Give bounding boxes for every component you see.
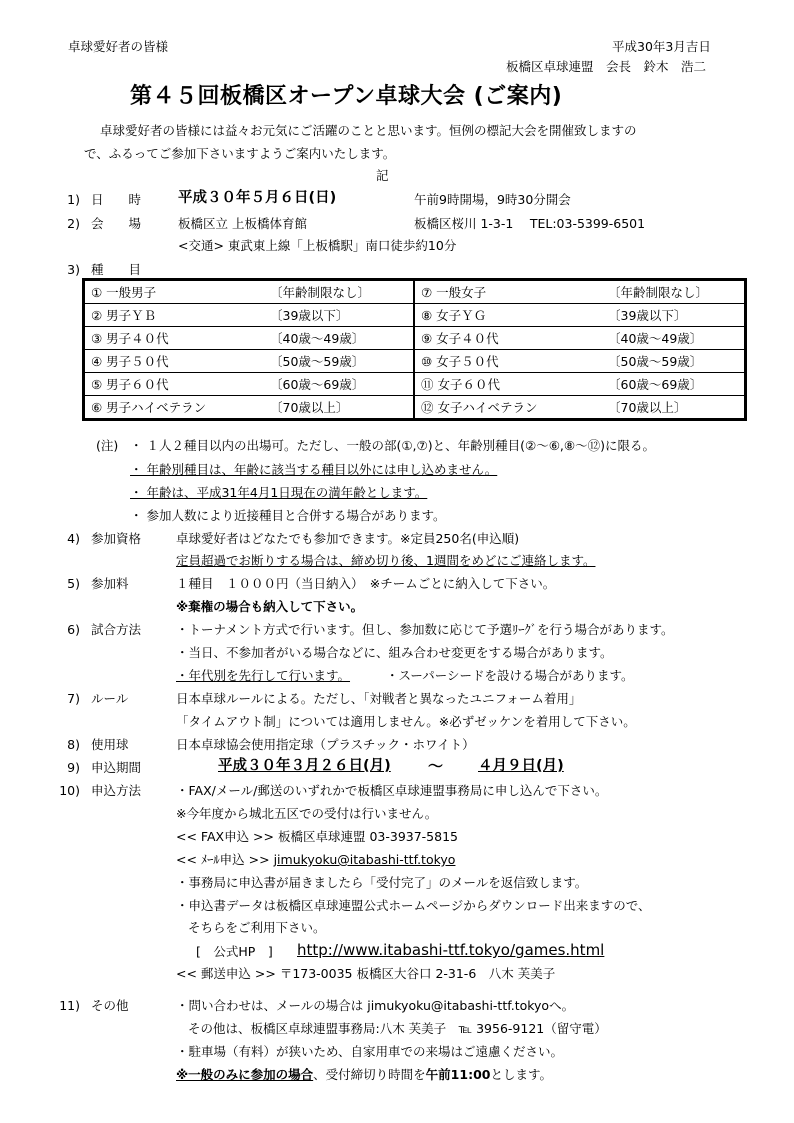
event-men-name: ① 一般男子 <box>85 281 265 304</box>
issue-date: 平成30年3月吉日 <box>612 39 711 54</box>
period-end: ４月９日(月) <box>478 758 564 774</box>
section-4-num: 4) <box>67 531 80 546</box>
intro-line-1: 卓球愛好者の皆様には益々お元気にご活躍のことと思います。恒例の標記大会を開催致しますの <box>100 123 637 138</box>
section-5-num: 5) <box>67 576 80 591</box>
venue-name: 板橋区立 上板橋体育館 <box>178 216 307 231</box>
section-6-label: 試合方法 <box>91 622 142 637</box>
format-line-3a: ・年代別を先行して行います。 <box>176 668 351 683</box>
apply-line-5: ・事務局に申込書が届きましたら「受付完了」のメールを返信致します。 <box>176 875 588 890</box>
other-line-1: ・問い合わせは、メールの場合は jimukyoku@itabashi-ttf.tokyoへ。 <box>176 998 575 1013</box>
apply-line-6: ・申込書データは板橋区卓球連盟公式ホームページからダウンロード出来ますので、 <box>176 898 651 913</box>
section-1-num: 1) <box>67 192 80 207</box>
section-7-label: ルール <box>91 691 129 706</box>
period-tilde: 〜 <box>428 757 444 775</box>
event-men-name: ⑤ 男子６０代 <box>85 373 265 396</box>
event-women-name: ⑧ 女子ＹＧ <box>414 304 602 327</box>
event-men-age: 〔40歳〜49歳〕 <box>264 327 414 350</box>
eligibility-line-2: 定員超過でお断りする場合は、締め切り後、1週間をめどにご連絡します。 <box>176 553 596 568</box>
section-11-num: 11) <box>59 998 80 1013</box>
other-line-2: その他は、板橋区卓球連盟事務局:八木 芙美子 ℡ 3956-9121（留守電） <box>188 1021 607 1036</box>
note-1: ・ １人２種目以内の出場可。ただし、一般の部(①,⑦)と、年齢別種目(②〜⑥,⑧〜⑫)に限る。 <box>130 438 655 453</box>
apply-fax: << FAX申込 >> 板橋区卓球連盟 03-3937-5815 <box>176 829 458 844</box>
event-men-name: ③ 男子４０代 <box>85 327 265 350</box>
section-2-label: 会 場 <box>91 216 142 231</box>
rules-line-1: 日本卓球ルールによる。ただし、「対戦者と異なったユニフォーム着用」 <box>176 691 582 706</box>
table-row <box>85 281 745 304</box>
event-women-age: 〔40歳〜49歳〕 <box>602 327 745 350</box>
format-line-1: ・トーナメント方式で行います。但し、参加数に応じて予選ﾘｰｸﾞを行う場合があります。 <box>176 622 674 637</box>
eligibility-line-1: 卓球愛好者はどなたでも参加できます。※定員250名(申込順) <box>176 531 520 546</box>
section-1-label: 日 時 <box>91 192 142 207</box>
fee-line-1: １種目 １０００円（当日納入） ※チームごとに納入して下さい。 <box>176 576 556 591</box>
section-11-label: その他 <box>91 998 129 1013</box>
apply-line-1: ・FAX/メール/郵送のいずれかで板橋区卓球連盟事務局に申し込んで下さい。 <box>176 783 608 798</box>
section-9-num: 9) <box>67 760 80 775</box>
table-row <box>85 304 745 327</box>
apply-post: << 郵送申込 >> 〒173-0035 板橋区大谷口 2-31-6 八木 芙美子 <box>176 966 556 981</box>
event-women-age: 〔50歳〜59歳〕 <box>602 350 745 373</box>
event-women-age: 〔39歳以下〕 <box>602 304 745 327</box>
section-10-num: 10) <box>59 783 80 798</box>
event-women-name: ⑫ 女子ハイベテラン <box>414 396 602 419</box>
event-men-age: 〔39歳以下〕 <box>264 304 414 327</box>
event-men-age: 〔年齢制限なし〕 <box>264 281 414 304</box>
sender: 板橋区卓球連盟 会長 鈴木 浩二 <box>506 59 707 74</box>
table-row <box>85 396 745 419</box>
note-3: ・ 年齢は、平成31年4月1日現在の満年齢とします。 <box>130 485 428 500</box>
apply-mail-link[interactable]: jimukyoku@itabashi-ttf.tokyo <box>273 852 456 867</box>
format-line-3b: ・スーパーシードを設ける場合があります。 <box>386 668 634 683</box>
section-4-label: 参加資格 <box>91 531 142 546</box>
event-women-age: 〔年齢制限なし〕 <box>602 281 745 304</box>
hp-url-link[interactable]: http://www.itabashi-ttf.tokyo/games.html <box>297 941 605 959</box>
ball-line: 日本卓球協会使用指定球（プラスチック・ホワイト） <box>176 737 475 752</box>
event-men-age: 〔50歳〜59歳〕 <box>264 350 414 373</box>
section-5-label: 参加料 <box>91 576 129 591</box>
format-line-2: ・当日、不参加者がいる場合などに、組み合わせ変更をする場合があります。 <box>176 645 613 660</box>
apply-line-2: ※今年度から城北五区での受付は行いません。 <box>176 806 438 821</box>
section-3-num: 3) <box>67 262 80 277</box>
section-3-label: 種 目 <box>91 262 142 277</box>
section-8-label: 使用球 <box>91 737 129 752</box>
event-women-name: ⑨ 女子４０代 <box>414 327 602 350</box>
events-table <box>84 280 745 419</box>
event-men-name: ⑥ 男子ハイベテラン <box>85 396 265 419</box>
event-men-age: 〔70歳以上〕 <box>264 396 414 419</box>
other-line-4a: ※一般のみに参加の場合 <box>176 1067 314 1082</box>
apply-mail-prefix: << ﾒｰﾙ申込 >> <box>176 852 274 867</box>
other-line-4 <box>176 1067 552 1082</box>
rules-line-2: 「タイムアウト制」については適用しません。※必ずゼッケンを着用して下さい。 <box>176 714 636 729</box>
event-men-age: 〔60歳〜69歳〕 <box>264 373 414 396</box>
fee-line-2: ※棄権の場合も納入して下さい。 <box>176 599 364 614</box>
addressee: 卓球愛好者の皆様 <box>68 39 169 54</box>
event-women-name: ⑦ 一般女子 <box>414 281 602 304</box>
event-women-age: 〔70歳以上〕 <box>602 396 745 419</box>
other-line-3: ・駐車場（有料）が狭いため、自家用車での来場はご遠慮ください。 <box>176 1044 564 1059</box>
event-men-name: ② 男子ＹＢ <box>85 304 265 327</box>
table-row <box>85 350 745 373</box>
hp-label: [ 公式HP ] <box>196 944 273 959</box>
section-2-num: 2) <box>67 216 80 231</box>
apply-line-7: そちらをご利用下さい。 <box>188 920 326 935</box>
period-start: 平成３０年３月２６日(月) <box>218 758 391 774</box>
notes-prefix: (注) <box>96 438 119 453</box>
ki-mark: 記 <box>376 168 389 183</box>
event-men-name: ④ 男子５０代 <box>85 350 265 373</box>
note-2: ・ 年齢別種目は、年齢に該当する種目以外には申し込めません。 <box>130 462 498 477</box>
intro-line-2: で、ふるってご参加下さいますようご案内いたします。 <box>84 146 396 161</box>
section-7-num: 7) <box>67 691 80 706</box>
section-10-label: 申込方法 <box>91 783 142 798</box>
table-row <box>85 373 745 396</box>
event-date: 平成３０年５月６日(日) <box>178 190 337 206</box>
venue-address: 板橋区桜川 1-3-1 TEL:03-5399-6501 <box>414 216 646 231</box>
event-women-age: 〔60歳〜69歳〕 <box>602 373 745 396</box>
other-line-4c: 午前11:00 <box>425 1067 491 1082</box>
event-women-name: ⑩ 女子５０代 <box>414 350 602 373</box>
note-4: ・ 参加人数により近接種目と合併する場合があります。 <box>130 508 446 523</box>
other-line-4b: 、受付締切り時間を <box>313 1067 426 1082</box>
event-time: 午前9時開場，9時30分開会 <box>414 192 571 207</box>
apply-mail-row <box>176 852 455 867</box>
venue-access: <交通> 東武東上線「上板橋駅」南口徒歩約10分 <box>178 238 457 253</box>
other-line-4d: とします。 <box>490 1067 552 1082</box>
section-8-num: 8) <box>67 737 80 752</box>
section-9-label: 申込期間 <box>91 760 142 775</box>
event-women-name: ⑪ 女子６０代 <box>414 373 602 396</box>
table-row <box>85 327 745 350</box>
document-title: 第４５回板橋区オープン卓球大会 (ご案内) <box>130 84 563 109</box>
section-6-num: 6) <box>67 622 80 637</box>
